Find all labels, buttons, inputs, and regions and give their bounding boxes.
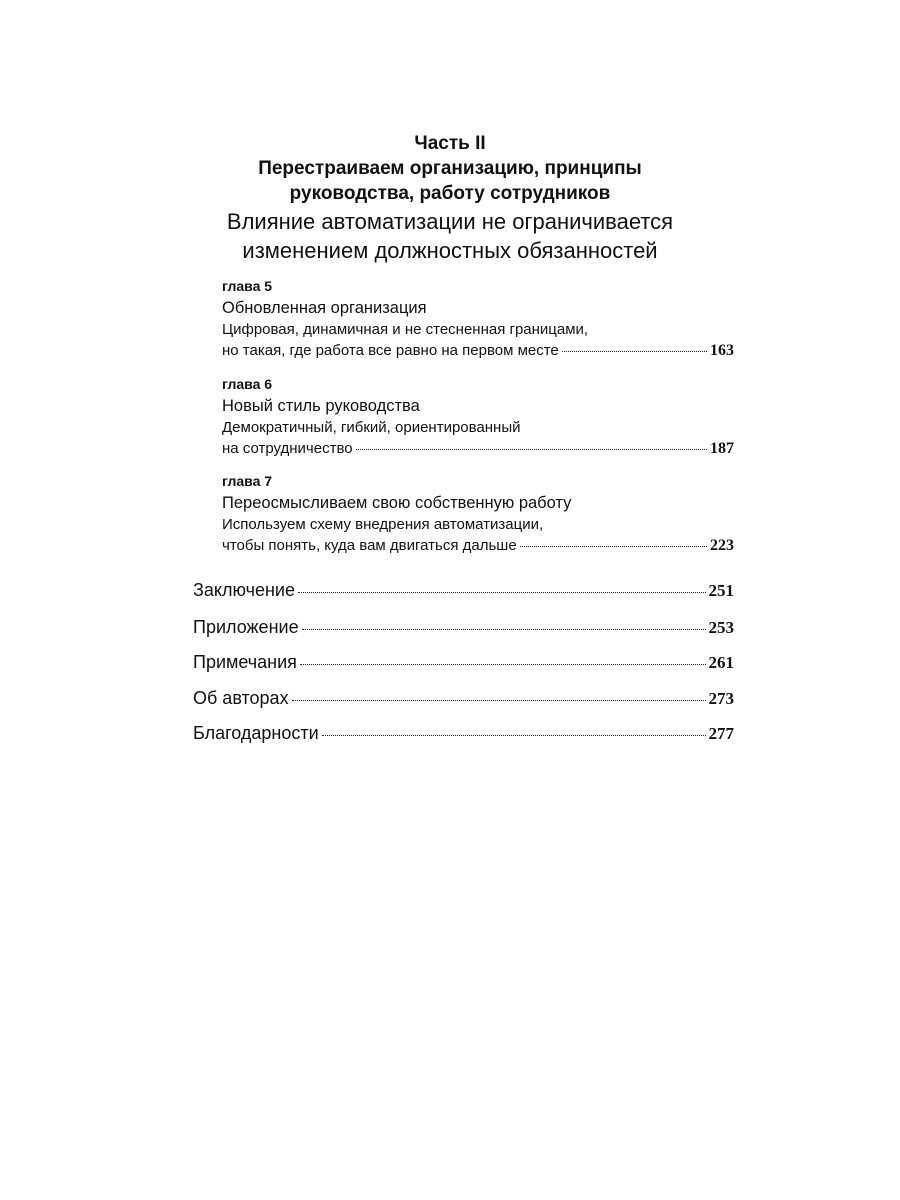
chapter-label: глава 6 bbox=[222, 376, 273, 392]
dot-leader bbox=[356, 449, 707, 450]
chapter-label: глава 5 bbox=[222, 278, 273, 294]
entry-title: Примечания bbox=[193, 652, 297, 672]
part-label: Часть II bbox=[414, 133, 486, 154]
page-number: 187 bbox=[710, 439, 734, 457]
chapter-description bbox=[222, 515, 734, 556]
part-title-line-2: руководства, работу сотрудников bbox=[289, 183, 611, 204]
chapter-description-line-2: чтобы понять, куда вам двигаться дальше bbox=[222, 536, 517, 554]
chapter-description-line-1: Цифровая, динамичная и не стесненная границами, bbox=[222, 321, 589, 338]
page-number: 261 bbox=[708, 653, 734, 672]
toc-chapter-5[interactable] bbox=[222, 277, 734, 361]
entry-title: Приложение bbox=[193, 617, 299, 637]
page-number: 163 bbox=[710, 341, 734, 359]
chapter-title: Новый стиль руководства bbox=[222, 397, 420, 415]
dot-leader bbox=[322, 735, 706, 736]
chapter-description-line-1: Используем схему внедрения автоматизации, bbox=[222, 516, 544, 533]
toc-entry-appendix[interactable] bbox=[193, 617, 734, 638]
chapter-description-line-2: на сотрудничество bbox=[222, 439, 353, 457]
chapter-title: Обновленная организация bbox=[222, 299, 427, 317]
page-number: 251 bbox=[708, 581, 734, 600]
toc-chapter-6[interactable] bbox=[222, 375, 734, 459]
toc-entry-acknowledgements[interactable] bbox=[193, 723, 734, 744]
entry-title: Заключение bbox=[193, 580, 295, 600]
chapter-description bbox=[222, 320, 734, 361]
toc-entry-notes[interactable] bbox=[193, 652, 734, 673]
chapter-description-line-2: но такая, где работа все равно на первом месте bbox=[222, 341, 559, 359]
part-subtitle bbox=[0, 207, 900, 265]
entry-title: Об авторах bbox=[193, 688, 289, 708]
toc-chapter-7[interactable] bbox=[222, 472, 734, 556]
chapter-description bbox=[222, 418, 734, 459]
page-number: 273 bbox=[708, 689, 734, 708]
chapter-title: Переосмысливаем свою собственную работу bbox=[222, 494, 572, 512]
part-title-line-1: Перестраиваем организацию, принципы bbox=[258, 158, 642, 179]
entry-title: Благодарности bbox=[193, 723, 319, 743]
toc-entry-conclusion[interactable] bbox=[193, 580, 734, 601]
dot-leader bbox=[562, 351, 707, 352]
dot-leader bbox=[292, 700, 706, 701]
chapter-description-line-1: Демократичный, гибкий, ориентированный bbox=[222, 419, 521, 436]
page-number: 253 bbox=[708, 618, 734, 637]
dot-leader bbox=[302, 629, 706, 630]
toc-entry-about-authors[interactable] bbox=[193, 688, 734, 709]
dot-leader bbox=[300, 664, 706, 665]
dot-leader bbox=[298, 592, 706, 593]
dot-leader bbox=[520, 546, 707, 547]
page-number: 277 bbox=[708, 724, 734, 743]
page-number: 223 bbox=[710, 536, 734, 554]
part-title bbox=[0, 156, 900, 206]
part-subtitle-line-1: Влияние автоматизации не ограничивается bbox=[226, 209, 674, 234]
chapter-label: глава 7 bbox=[222, 473, 273, 489]
part-subtitle-line-2: изменением должностных обязанностей bbox=[242, 238, 658, 263]
